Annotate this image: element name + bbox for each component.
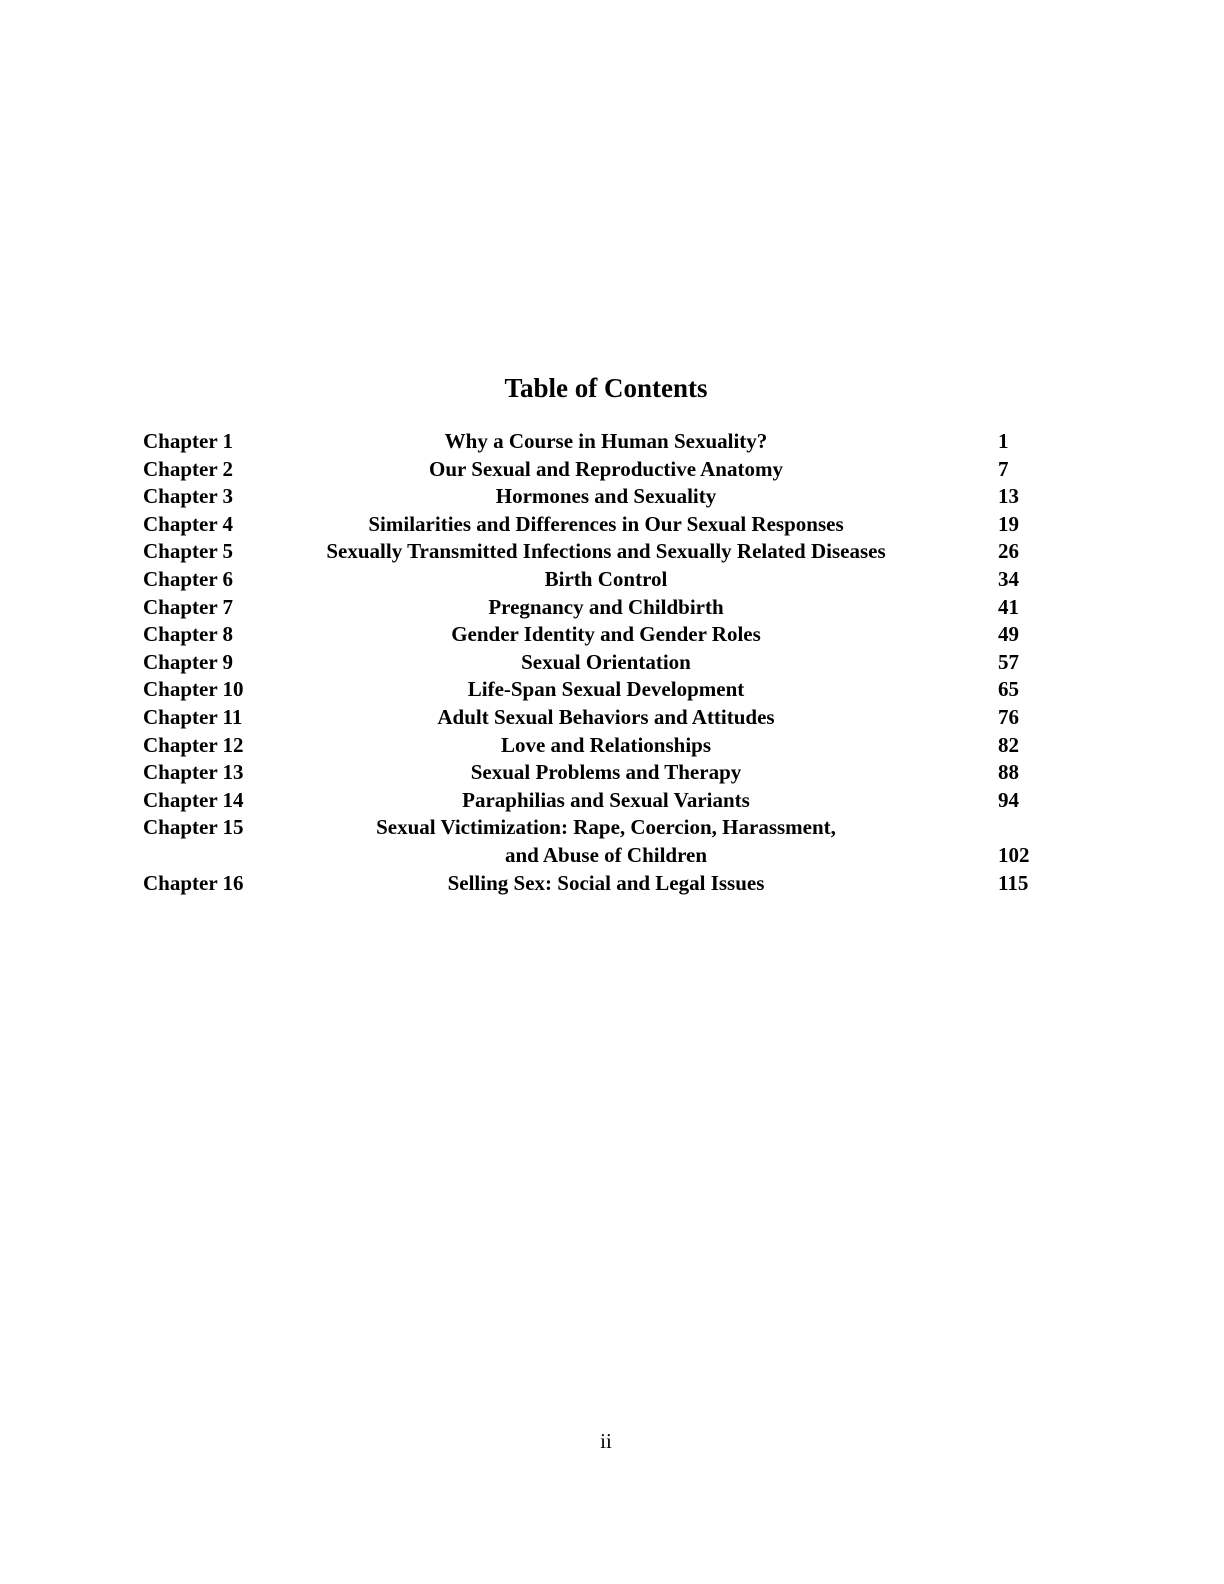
toc-entry: [143, 676, 1063, 704]
page-number: ii: [600, 1429, 612, 1453]
toc-chapter-title: [306, 787, 906, 815]
toc-chapter-title: [306, 538, 906, 566]
toc-chapter-title: [306, 456, 906, 484]
toc-chapter-title: [306, 594, 906, 622]
toc-chapter-title-line: Sexually Transmitted Infections and Sexually Related Diseases: [326, 539, 886, 564]
toc-page-number: 19: [998, 511, 1019, 536]
toc-page-number: 94: [998, 787, 1019, 812]
toc-entry: [143, 787, 1063, 815]
toc-chapter-title-line: Sexual Problems and Therapy: [470, 760, 742, 785]
toc-chapter-title: [306, 676, 906, 704]
toc-chapter-title-line: Paraphilias and Sexual Variants: [462, 787, 750, 812]
toc-entry: [143, 649, 1063, 677]
toc-chapter-label: Chapter 13: [143, 760, 244, 785]
toc-page-number: 49: [998, 622, 1019, 647]
toc-chapter-title: [306, 870, 906, 898]
toc-chapter-label: Chapter 11: [143, 704, 243, 729]
toc-chapter-label: Chapter 2: [143, 456, 234, 481]
toc-entry: [143, 759, 1063, 787]
toc-page-number: 41: [998, 594, 1019, 619]
toc-chapter-label: Chapter 14: [143, 787, 244, 812]
toc-page-number: 65: [998, 677, 1019, 702]
toc-chapter-title: [306, 759, 906, 787]
toc-entry: [143, 870, 1063, 898]
toc-chapter-label: Chapter 7: [143, 594, 234, 619]
toc-chapter-label: Chapter 5: [143, 539, 234, 564]
toc-page-number: 7: [998, 456, 1009, 481]
toc-entry: [143, 566, 1063, 594]
toc-chapter-label: Chapter 3: [143, 484, 234, 509]
toc-chapter-title-line: Life-Span Sexual Development: [467, 677, 745, 702]
toc-chapter-title: [306, 732, 906, 760]
toc-page-number: 82: [998, 732, 1019, 757]
toc-page-number: 88: [998, 760, 1019, 785]
toc-chapter-title-line: Adult Sexual Behaviors and Attitudes: [437, 704, 775, 729]
toc-chapter-title: [306, 511, 906, 539]
toc-chapter-label: Chapter 15: [143, 815, 244, 840]
toc-chapter-title-line: Love and Relationships: [500, 732, 712, 757]
toc-entry: [143, 732, 1063, 760]
toc-chapter-title: [306, 621, 906, 649]
toc-page-number: 76: [998, 704, 1019, 729]
toc-chapter-title: [306, 428, 906, 456]
toc-entry: [143, 456, 1063, 484]
toc-chapter-title: [306, 704, 906, 732]
toc-page-number: 1: [998, 429, 1009, 453]
table-of-contents: [143, 428, 1063, 897]
toc-chapter-title: [306, 566, 906, 594]
toc-page-number: 13: [998, 484, 1019, 509]
toc-entry: [143, 621, 1063, 649]
toc-entry: [143, 483, 1063, 511]
toc-chapter-title-line: Birth Control: [544, 566, 668, 591]
toc-chapter-label: Chapter 1: [143, 429, 234, 453]
toc-chapter-title: [306, 649, 906, 677]
toc-page-number: 34: [998, 566, 1019, 591]
toc-chapter-label: Chapter 6: [143, 566, 234, 591]
toc-entry: [143, 814, 1063, 869]
toc-chapter-label: Chapter 16: [143, 870, 244, 895]
toc-page-number: 57: [998, 649, 1019, 674]
toc-chapter-title-line: Our Sexual and Reproductive Anatomy: [429, 456, 783, 481]
toc-chapter-label: Chapter 8: [143, 622, 234, 647]
toc-chapter-title: [306, 483, 906, 511]
toc-chapter-title-line: Why a Course in Human Sexuality?: [444, 429, 768, 453]
toc-entry: [143, 594, 1063, 622]
toc-entry: [143, 511, 1063, 539]
toc-page-number: 102: [998, 842, 1030, 867]
toc-page-number: 26: [998, 539, 1019, 564]
toc-chapter-label: Chapter 4: [143, 511, 234, 536]
toc-entry: [143, 428, 1063, 456]
toc-chapter-title-line: Pregnancy and Childbirth: [488, 594, 724, 619]
toc-chapter-title-line: Hormones and Sexuality: [495, 484, 717, 509]
toc-chapter-title: [306, 814, 906, 869]
page-title: Table of Contents: [504, 373, 708, 403]
toc-chapter-label: Chapter 12: [143, 732, 244, 757]
toc-chapter-title-line: Sexual Victimization: Rape, Coercion, Harassment,: [376, 815, 836, 840]
toc-chapter-label: Chapter 10: [143, 677, 244, 702]
toc-chapter-title-line: Selling Sex: Social and Legal Issues: [447, 870, 765, 895]
toc-page-number: 115: [998, 870, 1029, 895]
toc-chapter-label: Chapter 9: [143, 649, 234, 674]
toc-entry: [143, 704, 1063, 732]
toc-chapter-title-line: and Abuse of Children: [504, 842, 708, 867]
toc-chapter-title-line: Similarities and Differences in Our Sexual Responses: [368, 511, 844, 536]
toc-chapter-title-line: Gender Identity and Gender Roles: [451, 622, 761, 647]
toc-chapter-title-line: Sexual Orientation: [521, 649, 691, 674]
toc-entry: [143, 538, 1063, 566]
